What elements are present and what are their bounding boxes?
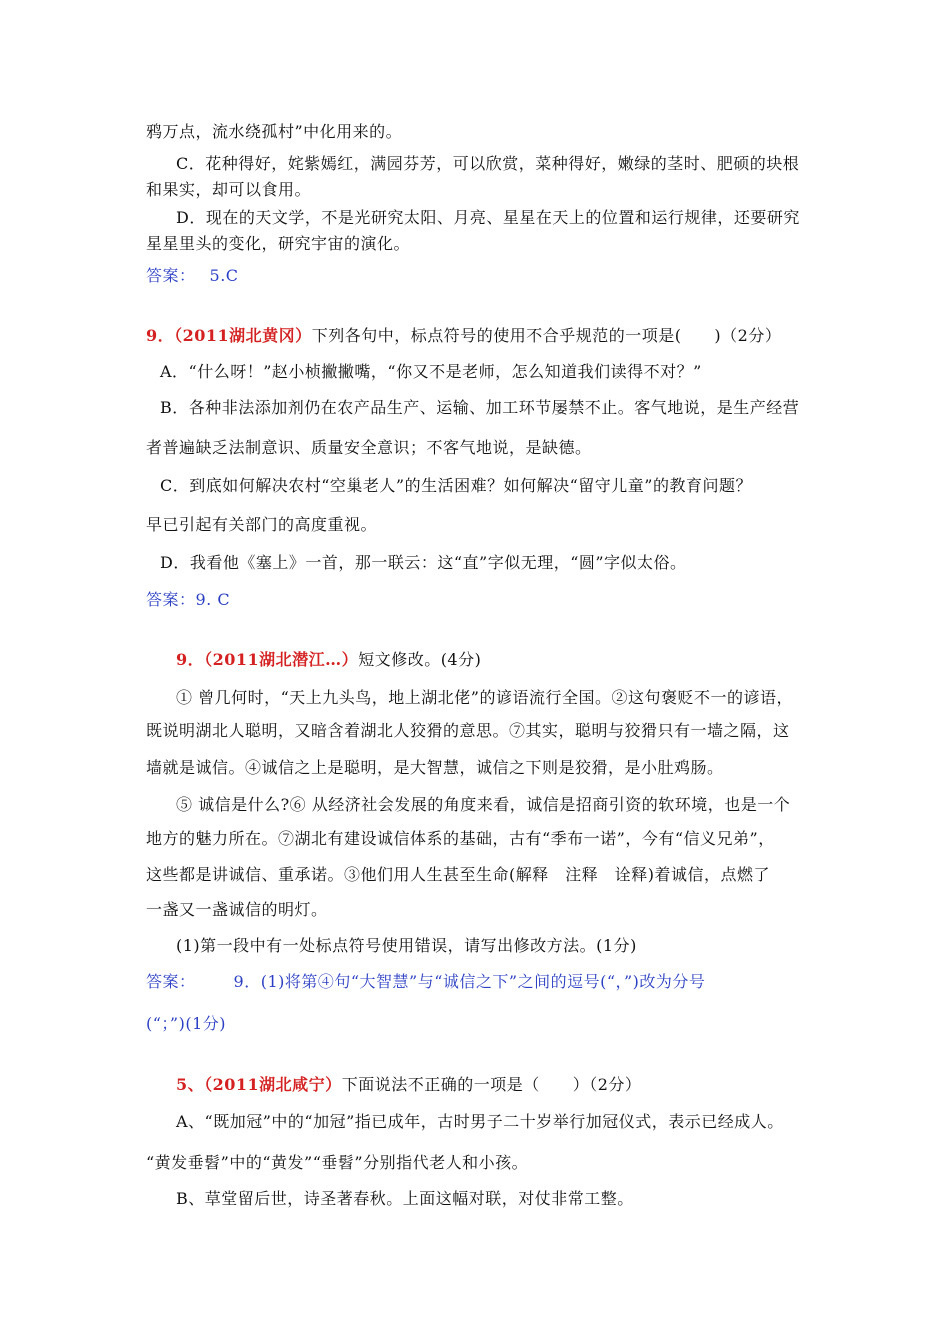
- prev-option-c-line2: 和果实，却可以食用。: [146, 180, 312, 199]
- question-number: 5、: [176, 1075, 205, 1094]
- passage-p2-line3: 这些都是讲诚信、重承诺。③他们用人生甚至生命(解释 注释 诠释)着诚信，点燃了: [146, 865, 770, 884]
- question-5-option-a-line1: A、“既加冠”中的“加冠”指已成年，古时男子二十岁举行加冠仪式，表示已经成人。: [176, 1112, 784, 1131]
- prev-option-d-line2: 星星里头的变化，研究宇宙的演化。: [146, 234, 411, 253]
- question-source: （2011湖北黄冈）: [174, 326, 312, 345]
- question-number: 9．: [146, 326, 175, 345]
- passage-p1-line2: 既说明湖北人聪明，又暗含着湖北人狡猾的意思。⑦其实，聪明与狡猾只有一墙之隔，这: [146, 721, 790, 740]
- question-text: 下面说法不正确的一项是（ ）（2分）: [341, 1075, 642, 1094]
- question-9a-answer: 答案：9. C: [146, 590, 231, 609]
- question-source: （2011湖北潜江…）: [204, 650, 359, 669]
- question-9a-option-a: A．“什么呀！”赵小桢撇撇嘴，“你又不是老师，怎么知道我们读得不对？”: [160, 362, 702, 381]
- passage-p2-line2: 地方的魅力所在。⑦湖北有建设诚信体系的基础，古有“季布一诺”，今有“信义兄弟”，: [146, 829, 775, 848]
- answer-value: 5.C: [209, 266, 239, 285]
- passage-p2-line4: 一盏又一盏诚信的明灯。: [146, 900, 328, 919]
- question-source: （2011湖北咸宁）: [204, 1075, 342, 1094]
- question-9b-answer-line2: (“；”)(1分): [146, 1014, 227, 1033]
- question-9a-option-c-line2: 早已引起有关部门的高度重视。: [146, 515, 378, 534]
- question-9a-stem: [146, 326, 781, 346]
- question-9a-option-d: D．我看他《塞上》一首，那一联云：这“直”字似无理，“圆”字似太俗。: [160, 553, 687, 572]
- sub-question-1: (1)第一段中有一处标点符号使用错误，请写出修改方法。(1分): [176, 936, 637, 955]
- prev-option-c-line1: C．花种得好，姹紫嫣红，满园芬芳，可以欣赏，菜种得好，嫩绿的茎时、肥硕的块根: [176, 154, 800, 173]
- passage-p1-line1: ① 曾几何时，“天上九头鸟，地上湖北佬”的谚语流行全国。②这句褒贬不一的谚语，: [176, 688, 793, 707]
- question-5-stem: [176, 1075, 641, 1095]
- answer-label: 答案：: [146, 266, 196, 285]
- answer-text: 9．(1)将第④句“大智慧”与“诚信之下”之间的逗号(“，”)改为分号: [233, 972, 706, 991]
- question-9b-stem: [176, 650, 481, 670]
- prev-line: 鸦万点，流水绕孤村”中化用来的。: [146, 122, 403, 141]
- question-text: 下列各句中，标点符号的使用不合乎规范的一项是( )（2分）: [311, 326, 782, 345]
- answer-label: 答案：: [146, 972, 196, 991]
- question-9a-option-b-line1: B．各种非法添加剂仍在农产品生产、运输、加工环节屡禁不止。客气地说，是生产经营: [160, 398, 800, 417]
- passage-p2-line1: ⑤ 诚信是什么?⑥ 从经济社会发展的角度来看，诚信是招商引资的软环境，也是一个: [176, 795, 791, 814]
- question-5-option-b: B、草堂留后世，诗圣著春秋。上面这幅对联，对仗非常工整。: [176, 1189, 634, 1208]
- question-5-option-a-line2: “黄发垂髫”中的“黄发”“垂髫”分别指代老人和小孩。: [146, 1153, 529, 1172]
- prev-answer: [146, 266, 239, 286]
- question-9a-option-b-line2: 者普遍缺乏法制意识、质量安全意识；不客气地说，是缺德。: [146, 438, 592, 457]
- question-9b-answer-line1: [146, 972, 705, 992]
- question-text: 短文修改。(4分): [358, 650, 482, 669]
- question-number: 9．: [176, 650, 205, 669]
- prev-option-d-line1: D．现在的天文学，不是光研究太阳、月亮、星星在天上的位置和运行规律，还要研究: [176, 208, 800, 227]
- question-9a-option-c-line1: C．到底如何解决农村“空巢老人”的生活困难？如何解决“留守儿童”的教育问题？: [160, 476, 752, 495]
- passage-p1-line3: 墙就是诚信。④诚信之上是聪明，是大智慧，诚信之下则是狡猾，是小肚鸡肠。: [146, 758, 724, 777]
